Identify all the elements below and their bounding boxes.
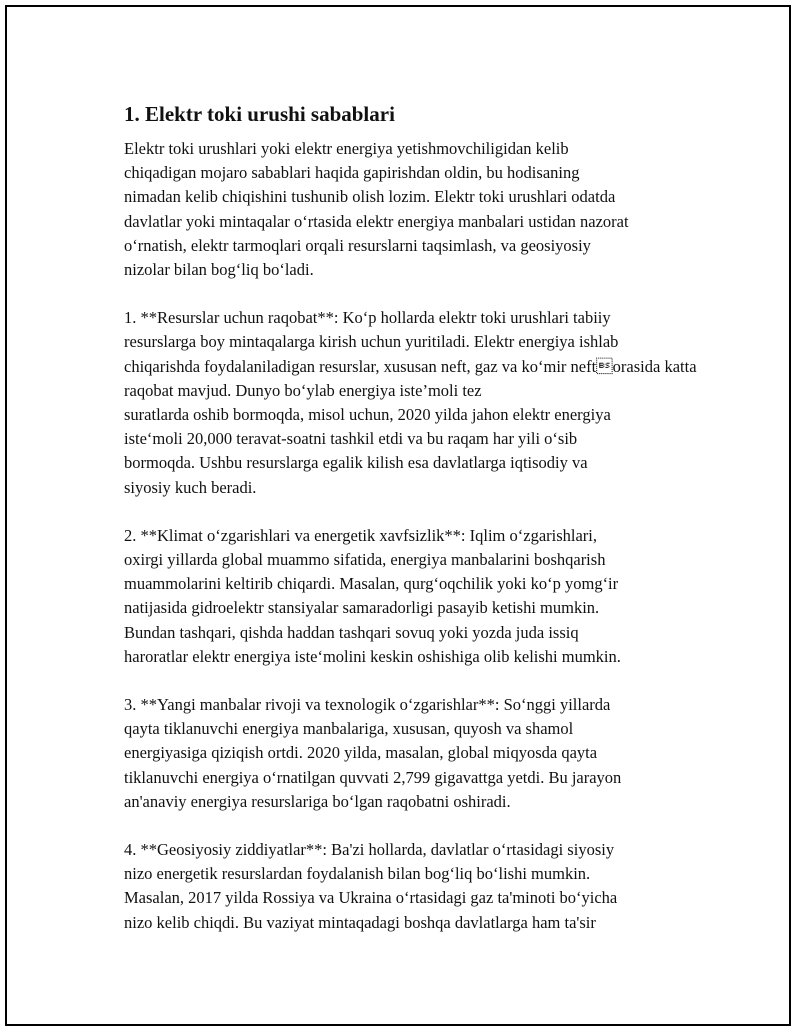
intro-paragraph: Elektr toki urushlari yoki elektr energiya yetishmovchiligidan kelib chiqadigan mojaro sabablari haqida gapirishdan oldin, bu hodisaning nimadan kelib chiqishini tushunib olish lozim. Elektr toki urushlari odatda davlatlar yoki mintaqalar o‘rtasida elektr energiya manbalari ustidan nazorat o‘rnatish, elektr tarmoqlari orqali resurslarni taqsimlash, va geosiyosiy nizolar bilan bog‘liq bo‘ladi. bbox=[124, 139, 629, 280]
paragraph-geopolitics: 4. **Geosiyosiy ziddiyatlar**: Ba'zi hollarda, davlatlar o‘rtasidagi siyosiy nizo energetik resurslardan foydalanish bilan bog‘liq bo‘lishi mumkin. Masalan, 2017 yilda Rossiya va Ukraina o‘rtasidagi gaz ta'minoti bo‘yicha nizo kelib chiqdi. Bu vaziyat mintaqadagi boshqa davlatlarga ham ta'sir bbox=[124, 840, 618, 932]
paragraph-new-sources: 3. **Yangi manbalar rivoji va texnologik o‘zgarishlar**: So‘nggi yillarda qayta tiklanuvchi energiya manbalariga, xususan, quyosh va shamol energiyasiga qiziqish ortdi. 2020 yilda, masalan, global miqyosda qayta tiklanuvchi energiya o‘rnatilgan quvvati 2,799 gigavattga yetdi. Bu jarayon an'anaviy energiya resurslariga bo‘lgan raqobatni oshiradi. bbox=[124, 695, 622, 811]
paragraph-climate-security: 2. **Klimat o‘zgarishlari va energetik xavfsizlik**: Iqlim o‘zgarishlari, oxirgi yillarda global muammo sifatida, energiya manbalarini boshqarish muammolarini keltirib chiqardi. Masalan, qurg‘oqchilik yoki ko‘p yomg‘ir natijasida gidroelektr stansiyalar samaradorligi pasayib ketishi mumkin. Bundan tashqari, qishda haddan tashqari sovuq yoki yozda juda issiq haroratlar elektr energiya iste‘molini keskin oshishiga olib kelishi mumkin. bbox=[124, 525, 621, 666]
page-frame bbox=[5, 5, 791, 1026]
paragraph-resources-competition: 1. **Resurslar uchun raqobat**: Ko‘p hollarda elektr toki urushlari tabiiy resurslarga boy mintaqalarga kirish uchun yuritiladi. Elektr energiya ishlab chiqarishda foydalaniladigan resurslar, xususan neft, gaz va ko‘mir neftorasida katta raqobat mavjud. Dunyo bo‘ylab energiya iste’moli tez suratlarda oshib bormoqda, misol uchun, 2020 yilda jahon elektr energiya iste‘moli 20,000 teravat-soatni tashkil etdi va bu raqam har yili o‘sib bormoqda. Ushbu resurslarga egalik kilish esa davlatlarga iqtisodiy va siyosiy kuch beradi. bbox=[124, 308, 697, 497]
document-body bbox=[124, 99, 704, 959]
section-heading: 1. Elektr toki urushi sabablari bbox=[124, 102, 395, 126]
